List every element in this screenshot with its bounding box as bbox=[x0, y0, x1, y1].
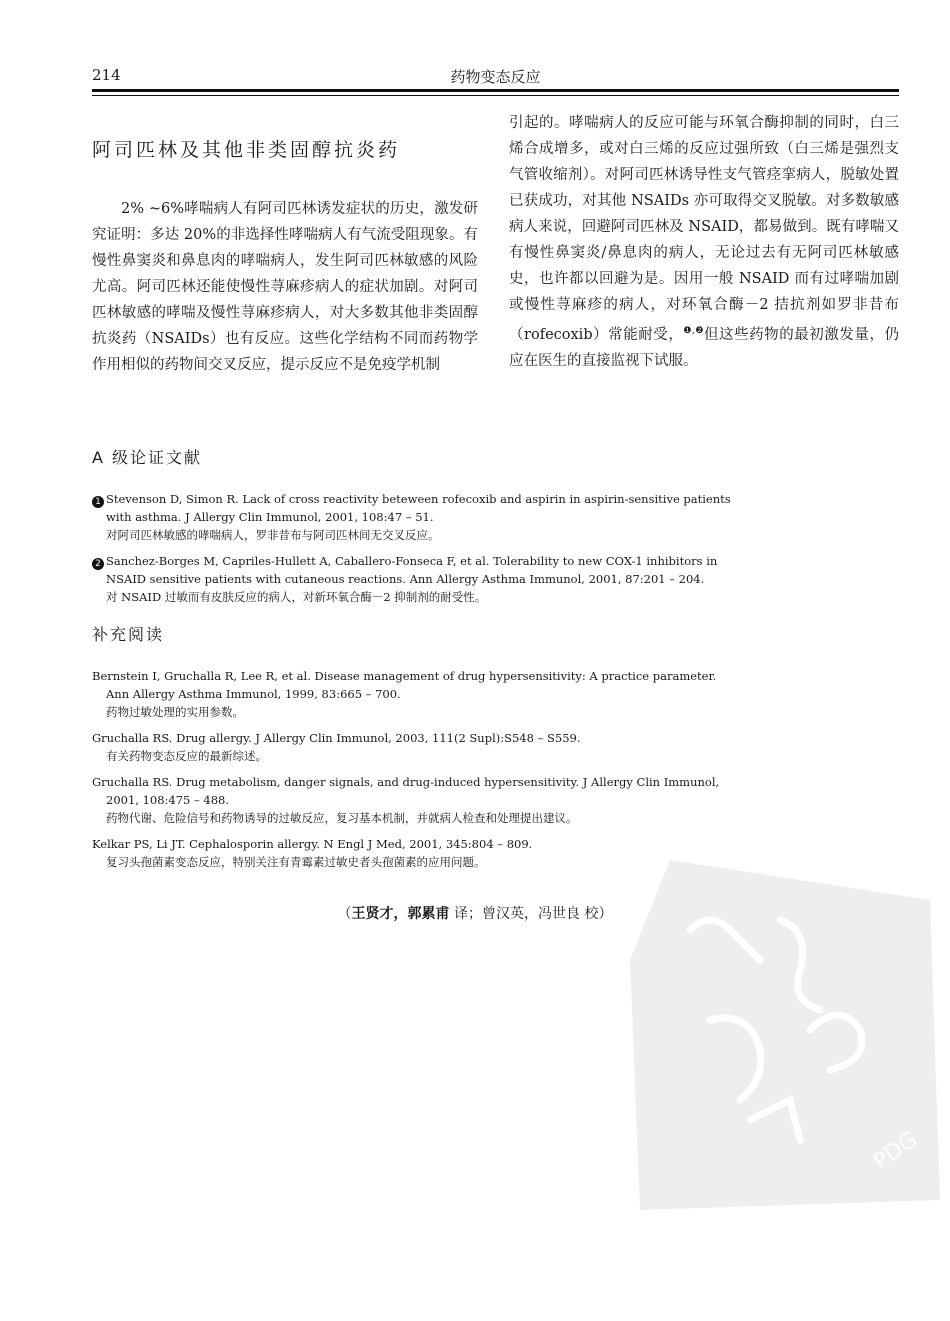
reading-citation: Gruchalla RS. Drug metabolism, danger signals, and drug-induced hypersensitivity. J Allergy Clin Immunol, bbox=[92, 775, 720, 789]
right-column bbox=[509, 110, 899, 374]
left-column bbox=[92, 120, 478, 378]
reading-citation: Bernstein I, Gruchalla R, Lee R, et al. Disease management of drug hypersensitivity: A practice parameter. bbox=[92, 669, 717, 683]
reading-citation-cont: Ann Allergy Asthma Immunol, 1999, 83:665 – 700. bbox=[106, 687, 401, 701]
grade-a-heading: A 级论证文献 bbox=[92, 448, 203, 467]
header-rule-thick bbox=[92, 89, 899, 92]
supplementary-heading: 补充阅读 bbox=[92, 625, 165, 644]
translator-names: 王贤才，郭累甫 bbox=[351, 906, 450, 922]
reviewer-names: 曾汉英，冯世良 bbox=[482, 906, 580, 922]
reading-annotation: 有关药物变态反应的最新综述。 bbox=[106, 749, 267, 763]
reading-annotation: 复习头孢菌素变态反应，特别关注有青霉素过敏史者头孢菌素的应用问题。 bbox=[106, 855, 486, 869]
left-paragraph: 2% ~6%哮喘病人有阿司匹林诱发症状的历史，激发研究证明：多达 20%的非选择性哮喘病人有气流受阻现象。有慢性鼻窦炎和鼻息肉的哮喘病人，发生阿司匹林敏感的风险尤高。阿司匹林还能使慢性荨麻疹病人的症状加剧。对阿司匹林敏感的哮喘及慢性荨麻疹病人，对大多数其他非类固醇抗炎药（NSAIDs）也有反应。这些化学结构不同而药物学作用相似的药物间交叉反应，提示反应不是免疫学机制 bbox=[92, 201, 478, 373]
reading-annotation: 药物代谢、危险信号和药物诱导的过敏反应，复习基本机制，并就病人检查和处理提出建议。 bbox=[106, 811, 578, 825]
reading-item bbox=[92, 729, 899, 765]
reading-citation-cont: 2001, 108:475 – 488. bbox=[106, 793, 230, 807]
right-text-part1: 引起的。哮喘病人的反应可能与环氧合酶抑制的同时，白三烯合成增多，或对白三烯的反应过强所致（白三烯是强烈支气管收缩剂）。对阿司匹林诱导性支气管痉挛病人，脱敏处置已获成功，对其他 NSAIDs 亦可取得交叉脱敏。对多数敏感病人来说，回避阿司匹林及 NSAID，都易做到。既有哮喘又有慢性鼻窦炎/鼻息肉的病人，无论过去有无阿司匹林敏感史，也许都以回避为是。因用一般 NSAID 而有过哮喘加剧或慢性荨麻疹的病人，对环氧合酶－2 拮抗剂如罗非昔布（rofecoxib）常能耐受， bbox=[509, 115, 899, 343]
reading-citation: Gruchalla RS. Drug allergy. J Allergy Clin Immunol, 2003, 111(2 Supl):S548 – S559. bbox=[92, 731, 581, 745]
reference-annotation: 对 NSAID 过敏而有皮肤反应的病人，对新环氧合酶－2 抑制剂的耐受性。 bbox=[106, 590, 487, 604]
reference-citation: Sanchez-Borges M, Capriles-Hullett A, Caballero-Fonseca F, et al. Tolerability to new COX-1 inhibitors in bbox=[106, 554, 718, 568]
section-title: 阿司匹林及其他非类固醇抗炎药 bbox=[92, 139, 401, 161]
reference-citation: Stevenson D, Simon R. Lack of cross reactivity beteween rofecoxib and aspirin in aspirin-sensitive patients bbox=[106, 492, 731, 506]
reference-item bbox=[92, 490, 899, 544]
reference-citation-cont: NSAID sensitive patients with cutaneous reactions. Ann Allergy Asthma Immunol, 2001, 87:201 – 204. bbox=[106, 572, 705, 586]
translator-credits: （王贤才，郭累甫 译；曾汉英，冯世良 校） bbox=[337, 906, 613, 922]
running-title: 药物变态反应 bbox=[450, 68, 541, 86]
watermark-text: PDG bbox=[869, 1127, 923, 1175]
reading-annotation: 药物过敏处理的实用参数。 bbox=[106, 705, 244, 719]
right-paragraph bbox=[509, 110, 899, 374]
reading-item bbox=[92, 773, 899, 827]
page-number: 214 bbox=[92, 66, 121, 84]
citation-superscript: ❶,❷ bbox=[683, 326, 705, 336]
reference-item bbox=[92, 552, 899, 606]
grade-a-references bbox=[92, 445, 899, 614]
reference-citation-cont: with asthma. J Allergy Clin Immunol, 2001, 108:47 – 51. bbox=[106, 510, 434, 524]
reading-item bbox=[92, 667, 899, 721]
right-text-part2: 但这些药物的最初激发量，仍应在医生的直接监视下试服。 bbox=[509, 326, 900, 369]
header-rule-thin bbox=[92, 95, 899, 96]
page-header bbox=[92, 66, 899, 86]
reference-number-badge: 2 bbox=[92, 558, 104, 570]
watermark-stamp bbox=[630, 840, 950, 1210]
reference-annotation: 对阿司匹林敏感的哮喘病人，罗非昔布与阿司匹林间无交叉反应。 bbox=[106, 528, 440, 542]
reading-citation: Kelkar PS, Li JT. Cephalosporin allergy. N Engl J Med, 2001, 345:804 – 809. bbox=[92, 837, 533, 851]
reference-number-badge: 1 bbox=[92, 496, 104, 508]
